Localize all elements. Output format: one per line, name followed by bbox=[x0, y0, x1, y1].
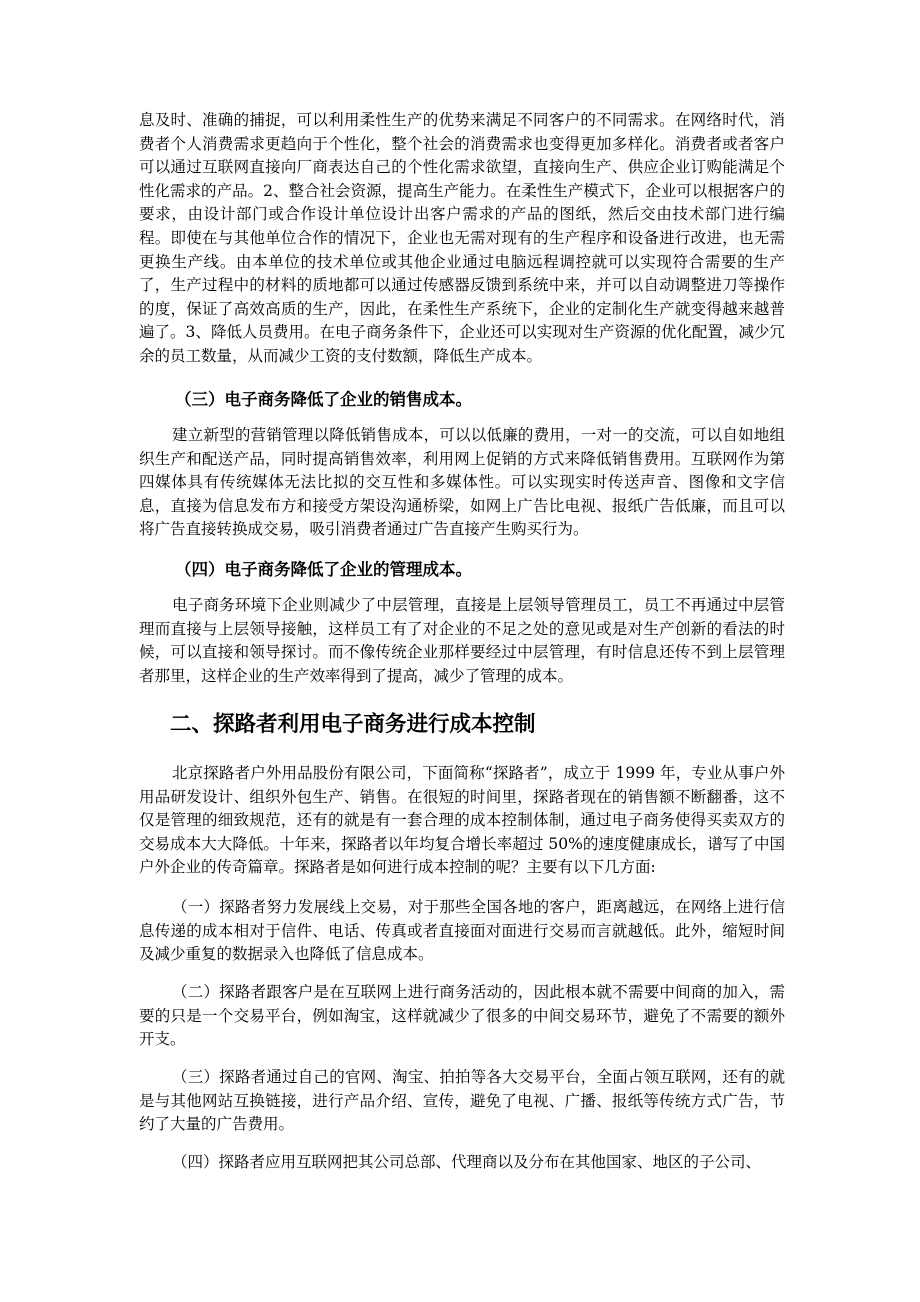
chapter-heading-cost-control: 二、探路者利用电子商务进行成本控制 bbox=[170, 712, 536, 737]
paragraph-flexible-production: 息及时、准确的捕捉，可以利用柔性生产的优势来满足不同客户的不同需求。在网络时代，消费者个人消费需求更趋向于个性化，整个社会的消费需求也变得更加多样化。消费者或者客户可以通过互联网直接向厂商表达自己的个性化需求欲望，直接向生产、供应企业订购能满足个性化需求的产品。2、整合社会资源，提高生产能力。在柔性生产模式下，企业可以根据客户的要求，由设计部门或合作设计单位设计出客户需求的产品的图纸，然后交由技术部门进行编程。即使在与其他单位合作的情况下，企业也无需对现有的生产程序和设备进行改进，也无需更换生产线。由本单位的技术单位或其他企业通过电脑远程调控就可以实现符合需要的生产了，生产过程中的材料的质地都可以通过传感器反馈到系统中来，并可以自动调整进刀等操作的度，保证了高效高质的生产，因此，在柔性生产系统下，企业的定制化生产就变得越来越普遍了。3、降低人员费用。在电子商务条件下，企业还可以实现对生产资源的优化配置，减少冗余的员工数量，从而减少工资的支付数额，降低生产成本。 bbox=[139, 111, 785, 365]
paragraph-internet-network: （四）探路者应用互联网把其公司总部、代理商以及分布在其他国家、地区的子公司、 bbox=[172, 1153, 762, 1171]
paragraph-sales-cost: 建立新型的营销管理以降低销售成本，可以以低廉的费用，一对一的交流，可以自如地组织生产和配送产品，同时提高销售效率，利用网上促销的方式来降低销售费用。互联网作为第四媒体具有传统媒体无法比拟的交互性和多媒体性。可以实现实时传送声音、图像和文字信息，直接为信息发布方和接受方架设沟通桥梁，如网上广告比电视、报纸广告低廉，而且可以将广告直接转换成交易，吸引消费者通过广告直接产生购买行为。 bbox=[139, 426, 785, 539]
paragraph-advertising: （三）探路者通过自己的官网、淘宝、拍拍等各大交易平台，全面占领互联网，还有的就是与其他网站互换链接，进行产品介绍、宣传，避免了电视、广播、报纸等传统方式广告，节约了大量的广告费用。 bbox=[139, 1068, 785, 1134]
paragraph-company-intro: 北京探路者户外用品股份有限公司，下面简称“探路者”，成立于 1999 年，专业从事户外用品研发设计、组织外包生产、销售。在很短的时间里，探路者现在的销售额不断翻番，这不仅是管理的细致规范，还有的就是有一套合理的成本控制体制，通过电子商务使得买卖双方的交易成本大大降低。十年来，探路者以年均复合增长率超过 50%的速度健康成长，谱写了中国户外企业的传奇篇章。探路者是如何进行成本控制的呢？主要有以下几方面: bbox=[139, 764, 785, 877]
paragraph-management-cost: 电子商务环境下企业则减少了中层管理，直接是上层领导管理员工，员工不再通过中层管理而直接与上层领导接触，这样员工有了对企业的不足之处的意见或是对生产创新的看法的时候，可以直接和领导探讨。而不像传统企业那样要经过中层管理，有时信息还传不到上层管理者那里，这样企业的生产效率得到了提高，减少了管理的成本。 bbox=[139, 596, 785, 685]
section-heading-management-cost: （四）电子商务降低了企业的管理成本。 bbox=[175, 560, 472, 579]
section-heading-sales-cost: （三）电子商务降低了企业的销售成本。 bbox=[175, 390, 472, 409]
paragraph-no-middleman: （二）探路者跟客户是在互联网上进行商务活动的，因此根本就不需要中间商的加入，需要的只是一个交易平台，例如淘宝，这样就减少了很多的中间交易环节，避免了不需要的额外开支。 bbox=[139, 983, 785, 1049]
paragraph-online-trade: （一）探路者努力发展线上交易，对于那些全国各地的客户，距离越远，在网络上进行信息传递的成本相对于信件、电话、传真或者直接面对面进行交易而言就越低。此外，缩短时间及减少重复的数据录入也降低了信息成本。 bbox=[139, 898, 785, 964]
